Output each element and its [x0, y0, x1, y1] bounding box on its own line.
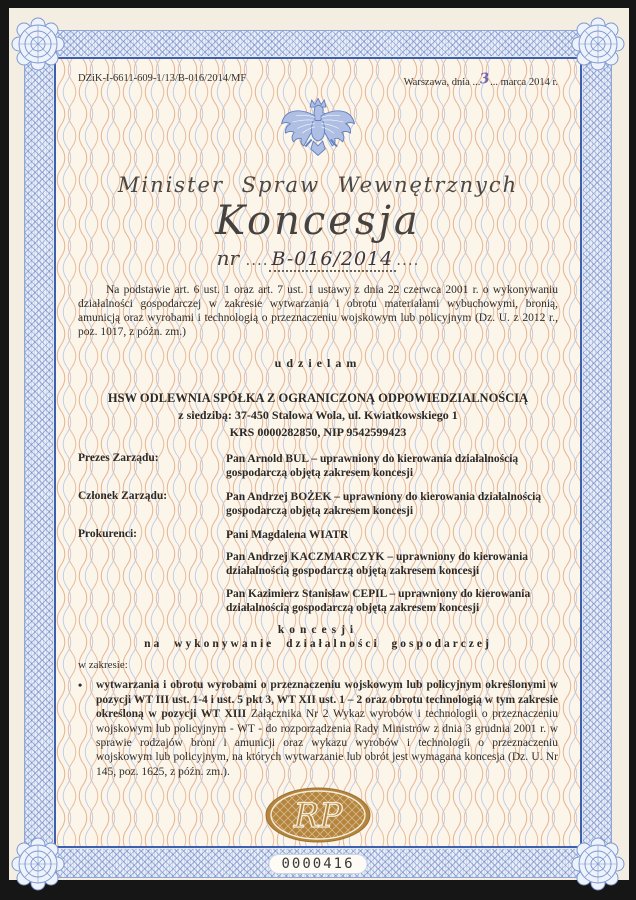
scope-bullet-item: [78, 678, 558, 779]
officer-row: [78, 452, 558, 481]
guilloche-border-frame: [24, 30, 612, 878]
license-number-line: [78, 246, 558, 270]
company-registry: KRS 0000282850, NIP 9542599423: [229, 425, 407, 440]
number-dots: ....: [245, 251, 269, 269]
role-entries: [226, 528, 558, 616]
officer-entry: Pani Magdalena WIATR: [226, 528, 349, 541]
date-dots: ...: [472, 77, 481, 88]
certificate-paper: [9, 8, 629, 880]
role-entries: [226, 452, 558, 481]
legal-basis-paragraph: Na podstawie art. 6 ust. 1 oraz art. 7 ust. 1 ustawy z dnia 22 czerwca 2001 r. o wykonywaniu działalności gospodarczej w zakresie wytwarzania i obrotu materiałami wybuchowymi, bronią, amunicją oraz wyrobami i technologią o przeznaczeniu wojskowym lub policyjnym (Dz. U. z 2012 r., poz. 1017, z późn. zm.): [78, 284, 558, 339]
bullet-marker-icon: •: [78, 678, 83, 693]
number-dots: ....: [396, 251, 420, 269]
company-address: z siedzibą: 37-450 Stalowa Wola, ul. Kwiatkowskiego 1: [178, 408, 458, 423]
officer-row: [78, 490, 558, 519]
date-dots: ...: [490, 77, 498, 88]
seal-monogram: RP: [293, 796, 343, 837]
scope-regular-text: Załącznika Nr 2 Wykaz wyrobów i technologii o przeznaczeniu wojskowym lub policyjnym - WT - do rozporządzenia Rady Ministrów z dnia 3 grudnia 2001 r. w sprawie rodzajów broni i amunicji oraz wykazu wyrobów i technologii o przeznaczeniu wojskowym lub policyjnym, na których wytwarzanie lub obrót jest wymagana koncesja (Dz. U. Nr 145, poz. 1625, z późn. zm.).: [96, 708, 558, 778]
certificate-body: [54, 57, 582, 848]
company-block: [78, 391, 558, 440]
corner-rosette-icon: [571, 17, 625, 71]
subject-line-1: koncesji: [277, 624, 359, 637]
corner-rosette-icon: [11, 837, 65, 891]
scope-bold-text: wytwarzania i obrotu wyrobami o przeznaczeniu wojskowym lub policyjnym określonymi w pozycji WT III ust. 1-4 i ust. 5 pkt 3, WT XII ust. 1 – 2 oraz obrotu technologią w tym zakresie określoną w pozycji WT XIII: [96, 679, 558, 721]
officer-entry: Pan Kazimierz Stanisław CEPIL – uprawniony do kierowania działalnością gospodarczą objętą zakresem koncesji: [226, 587, 531, 615]
corner-rosette-icon: [11, 17, 65, 71]
subject-line-2: na wykonywanie działalności gospodarczej: [144, 638, 492, 651]
minister-title: Minister Spraw Wewnętrznych: [117, 173, 519, 197]
corner-rosette-icon: [571, 837, 625, 891]
handwritten-license-number: B-016/2014: [269, 248, 397, 272]
license-subject: [78, 624, 558, 650]
role-label: Członek Zarządu:: [78, 489, 168, 502]
handwritten-day: 3: [479, 70, 491, 88]
place-and-date: [403, 70, 558, 89]
number-prefix: nr: [216, 246, 240, 270]
role-label: Prokurenci:: [78, 527, 137, 540]
officers-section: [78, 452, 558, 615]
role-entries: [226, 490, 558, 519]
date-suffix: marca 2014 r.: [500, 77, 558, 88]
grant-word: udzielam: [274, 356, 362, 371]
date-prefix: Warszawa, dnia: [403, 77, 470, 88]
officer-row: [78, 528, 558, 616]
scope-label: w zakresie:: [78, 659, 128, 672]
company-name: HSW ODLEWNIA SPÓŁKA Z OGRANICZONĄ ODPOWIEDZIALNOŚCIĄ: [107, 391, 529, 406]
scope-text: [96, 678, 558, 779]
officer-entry: Pan Andrzej BOŻEK – uprawniony do kierowania działalnością gospodarczą objętą zakresem koncesji: [226, 490, 542, 518]
officer-entry: Pan Arnold BUL – uprawniony do kierowania działalnością gospodarczą objętą zakresem koncesji: [226, 453, 519, 480]
rp-seal-icon: [264, 786, 372, 844]
role-label: Prezes Zarządu:: [78, 452, 159, 465]
reference-number: DZiK-I-6611-609-1/13/B-016/2014/MF: [78, 73, 247, 84]
officer-entry: Pan Andrzej KACZMARCZYK – uprawniony do kierowania działalnością gospodarczą objętą zakresem koncesji: [226, 550, 529, 578]
serial-number: 0000416: [269, 855, 366, 873]
polish-eagle-icon: [278, 92, 358, 168]
document-title: Koncesja: [215, 198, 421, 244]
